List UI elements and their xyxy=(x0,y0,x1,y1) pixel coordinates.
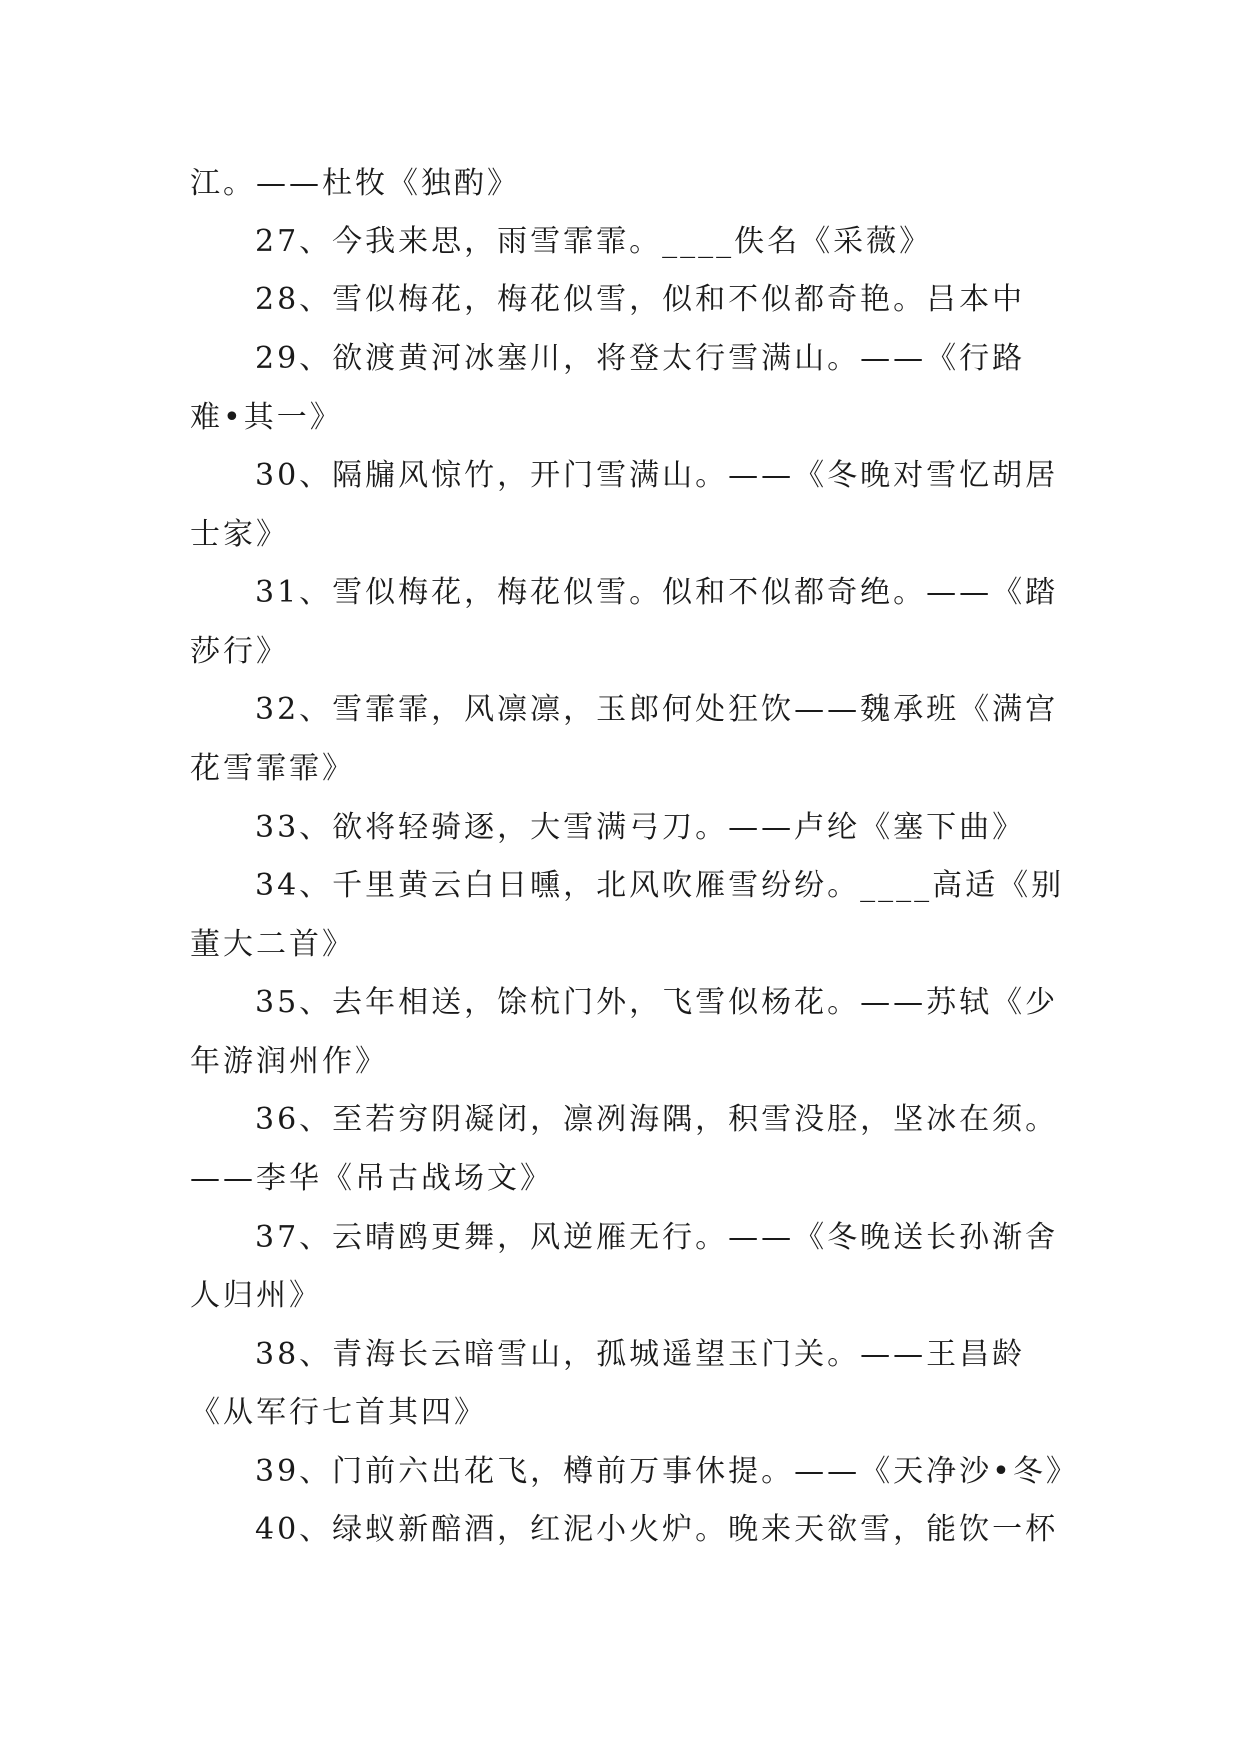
text-line: 30、隔牖风惊竹，开门雪满山。——《冬晚对雪忆胡居 xyxy=(255,458,1059,493)
text-line: 29、欲渡黄河冰塞川，将登太行雪满山。——《行路 xyxy=(255,341,1026,376)
text-line: 31、雪似梅花，梅花似雪。似和不似都奇绝。——《踏 xyxy=(255,575,1059,610)
text-line: 人归州》 xyxy=(190,1278,322,1313)
text-line: 难•其一》 xyxy=(190,400,343,435)
text-line: 27、今我来思，雨雪霏霏。____佚名《采薇》 xyxy=(255,224,933,259)
text-line: 40、绿蚁新醅酒，红泥小火炉。晚来天欲雪，能饮一杯 xyxy=(255,1512,1059,1547)
text-line: 35、去年相送，馀杭门外，飞雪似杨花。——苏轼《少 xyxy=(255,985,1059,1020)
text-line: 《从军行七首其四》 xyxy=(190,1395,487,1430)
text-line: 36、至若穷阴凝闭，凛冽海隅，积雪没胫，坚冰在须。 xyxy=(255,1102,1059,1137)
text-line: 28、雪似梅花，梅花似雪，似和不似都奇艳。吕本中 xyxy=(255,282,1026,317)
text-line: 37、云晴鸥更舞，风逆雁无行。——《冬晚送长孙渐舍 xyxy=(255,1220,1059,1255)
text-line: 莎行》 xyxy=(190,634,289,669)
text-line: 江。——杜牧《独酌》 xyxy=(190,166,520,201)
text-line: 董大二首》 xyxy=(190,927,355,962)
text-line: 38、青海长云暗雪山，孤城遥望玉门关。——王昌龄 xyxy=(255,1337,1026,1372)
text-line: 39、门前六出花飞，樽前万事休提。——《天净沙•冬》 xyxy=(255,1454,1079,1489)
text-line: 士家》 xyxy=(190,517,289,552)
text-line: ——李华《吊古战场文》 xyxy=(190,1161,553,1196)
text-line: 34、千里黄云白日曛，北风吹雁雪纷纷。____高适《别 xyxy=(255,868,1065,903)
text-line: 33、欲将轻骑逐，大雪满弓刀。——卢纶《塞下曲》 xyxy=(255,810,1026,845)
text-line: 花雪霏霏》 xyxy=(190,751,355,786)
text-line: 32、雪霏霏，风凛凛，玉郎何处狂饮——魏承班《满宫 xyxy=(255,692,1059,727)
text-line: 年游润州作》 xyxy=(190,1044,388,1079)
